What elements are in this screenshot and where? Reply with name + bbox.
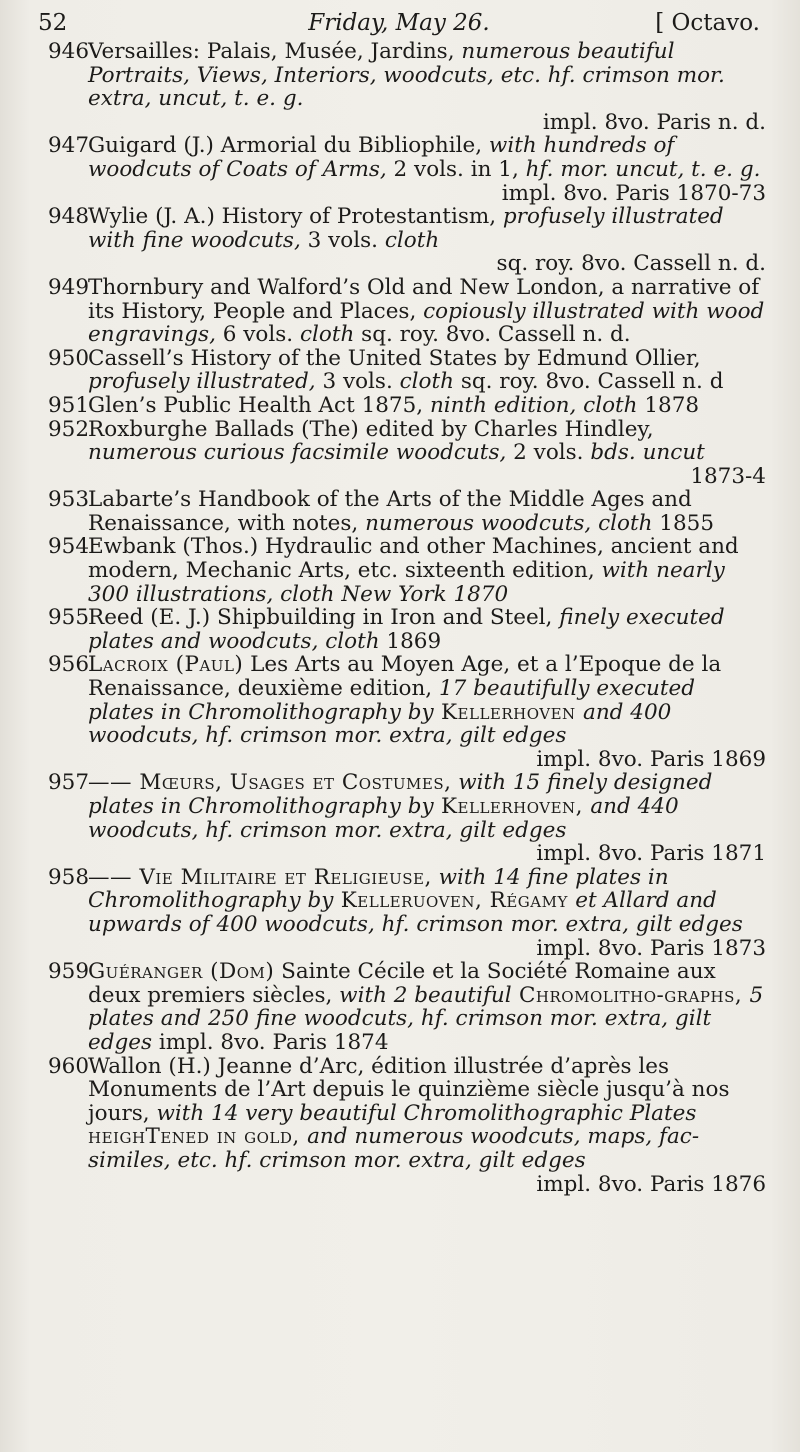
lot-entry <box>48 394 766 418</box>
lot-title: Old and New London, a narrative of its History, People and Places, <box>88 274 760 324</box>
lot-description: numerous beautiful Portraits, Views, Interiors, woodcuts, etc. hf. crimson mor. extra, uncut, t. e. g. <box>88 39 725 112</box>
lot-number: 957 <box>48 770 90 796</box>
lot-description: with 14 very beautiful Chromolithographic Plates <box>156 1100 697 1126</box>
lot-entry <box>48 606 766 653</box>
lot-author: —— Vie Militaire et Religieuse, <box>88 864 432 890</box>
lot-author: Wylie (J. A.) <box>88 204 215 230</box>
lot-author: Wallon (H.) <box>88 1053 211 1079</box>
lot-artist: Kellerhoven, <box>433 794 591 819</box>
lot-artist: Chromolitho-graphs, <box>511 982 750 1008</box>
lot-entry <box>48 276 766 347</box>
lot-title: Shipbuilding in Iron and Steel, <box>210 605 560 631</box>
page-header <box>38 8 760 38</box>
lot-description: numerous woodcuts, cloth <box>365 510 653 536</box>
lot-volumes: 3 vols. <box>315 369 400 395</box>
lot-imprint: impl. 8vo. Paris 1874 <box>152 1029 389 1055</box>
format-heading: [ Octavo. <box>655 10 760 36</box>
lot-number: 952 <box>48 416 90 442</box>
lot-imprint: sq. roy. 8vo. Cassell n. d. <box>496 251 766 277</box>
lot-description: numerous curious facsimile woodcuts, <box>88 440 507 466</box>
lot-description: finely executed plates and woodcuts, cloth <box>88 605 725 654</box>
lot-entry <box>48 653 766 771</box>
lot-title: Jeanne d’Arc, édition illustrée d’après les Monuments de l’Art depuis le quinzième siècle jusqu’à nos jours, <box>88 1053 730 1126</box>
lot-entry <box>48 40 766 134</box>
lot-entry <box>48 535 766 606</box>
lot-imprint: impl. 8vo. Paris 1871 <box>536 841 766 867</box>
lot-artist: Kelleruoven, Régamy <box>333 888 576 914</box>
lot-title: History of the United States by Edmund Ollier, <box>183 345 701 371</box>
lot-author: Glen’s <box>88 392 157 418</box>
lot-title: History of Protestantism, <box>214 204 503 230</box>
lot-imprint: impl. 8vo. Paris 1870-73 <box>501 180 766 206</box>
lot-author: Guéranger (Dom) <box>88 959 275 985</box>
lot-binding: et Allard and upwards of 400 woodcuts, hf. crimson mor. extra, gilt edges <box>88 888 743 937</box>
lot-entry <box>48 771 766 865</box>
lot-binding: and numerous woodcuts, maps, fac-similes, etc. hf. crimson mor. extra, gilt edges <box>88 1124 700 1173</box>
lot-author: Cassell’s <box>88 345 184 371</box>
lot-imprint: impl. 8vo. Paris 1873 <box>536 935 766 961</box>
lot-title: Handbook of the Arts of the Middle Ages and Renaissance, with notes, <box>88 487 692 536</box>
lot-title: Les Arts au Moyen Age, et a l’Epoque de la Renaissance, deuxième edition, <box>88 652 722 702</box>
lot-author: Roxburghe <box>88 416 208 442</box>
lot-author: Lacroix (Paul) <box>88 652 244 678</box>
lot-volumes: 2 vols. in 1, <box>386 156 526 182</box>
lot-description: ninth edition, cloth <box>429 392 638 418</box>
lot-number: 948 <box>48 204 90 230</box>
lot-entry <box>48 418 766 489</box>
lot-number: 954 <box>48 534 90 560</box>
lot-artist: heighTened in gold, <box>88 1124 308 1150</box>
lot-imprint: 1878 <box>637 392 700 418</box>
lot-binding: cloth <box>399 369 454 395</box>
lot-description: 17 beautifully executed plates in Chromolithography by <box>88 676 695 725</box>
lot-volumes: 2 vols. <box>506 440 591 466</box>
lot-title: Armorial du Bibliophile, <box>213 133 489 159</box>
lot-binding: and 400 woodcuts, hf. crimson mor. extra, gilt edges <box>88 699 672 749</box>
lot-entry <box>48 866 766 960</box>
lot-volumes: 6 vols. <box>215 322 300 348</box>
lot-imprint: 1855 <box>652 510 715 536</box>
lot-volumes: 3 vols. <box>300 227 385 253</box>
lot-entry <box>48 488 766 535</box>
lot-artist: Kellerhoven <box>433 699 584 725</box>
lot-imprint: sq. roy. 8vo. Cassell n. d. <box>354 322 631 348</box>
lot-description: profusely illustrated with fine woodcuts, <box>88 204 724 253</box>
lot-binding: 5 plates and 250 fine woodcuts, hf. crimson mor. extra, gilt edges <box>88 982 764 1055</box>
lot-imprint: 1869 <box>379 628 442 654</box>
lot-imprint: impl. 8vo. Paris 1876 <box>536 1171 766 1197</box>
lot-imprint: impl. 8vo. Paris n. d. <box>542 109 766 135</box>
lot-author: —— Mœurs, Usages et Costumes, <box>88 770 452 796</box>
lot-imprint: sq. roy. 8vo. Cassell n. d <box>454 369 724 395</box>
lot-entry <box>48 1055 766 1197</box>
lot-number: 958 <box>48 864 90 890</box>
lot-author: Thornbury and Walford’s <box>88 274 361 300</box>
lot-author: Guigard (J.) <box>88 133 214 159</box>
lot-list <box>48 40 766 1196</box>
lot-imprint: impl. 8vo. Paris 1869 <box>536 746 766 772</box>
lot-entry <box>48 960 766 1054</box>
lot-description: with nearly 300 illustrations, cloth <box>88 558 725 607</box>
lot-number: 951 <box>48 392 90 418</box>
sale-date: Friday, May 26. <box>308 10 490 36</box>
lot-binding: cloth <box>299 322 355 348</box>
lot-binding: and 440 woodcuts, hf. crimson mor. extra, gilt edges <box>88 794 679 843</box>
lot-number: 956 <box>48 652 90 678</box>
lot-number: 946 <box>48 39 90 64</box>
lot-number: 949 <box>48 274 90 300</box>
lot-description: with 15 finely designed plates in Chromolithography by <box>88 770 713 819</box>
lot-title: Public Health Act 1875, <box>156 392 430 418</box>
lot-title: Hydraulic and other Machines, ancient and modern, Mechanic Arts, etc. sixteenth edition, <box>88 534 739 584</box>
lot-title <box>432 865 439 890</box>
lot-number: 947 <box>48 133 90 159</box>
lot-binding: hf. mor. uncut, t. e. g. <box>525 156 761 182</box>
lot-number: 960 <box>48 1053 90 1079</box>
lot-number: 953 <box>48 487 90 513</box>
lot-author: Ewbank (Thos.) <box>88 534 259 560</box>
lot-description: with 14 fine plates in Chromolithography by <box>88 864 669 914</box>
lot-binding: cloth <box>384 227 440 253</box>
lot-author: Labarte’s <box>88 487 192 513</box>
lot-entry <box>48 205 766 276</box>
lot-author: Versailles: <box>88 39 201 64</box>
lot-description: with hundreds of woodcuts of Coats of Arms, <box>88 133 675 182</box>
lot-description: copiously illustrated with wood engravings, <box>88 298 765 348</box>
lot-binding: bds. uncut <box>590 440 705 466</box>
lot-title: Palais, Musée, Jardins, <box>200 39 462 64</box>
lot-number: 955 <box>48 605 90 631</box>
lot-number: 959 <box>48 959 90 985</box>
lot-imprint: New York 1870 <box>334 581 509 607</box>
page-number: 52 <box>38 10 68 36</box>
lot-title: Sainte Cécile et la Société Romaine aux deux premiers siècles, <box>88 959 716 1008</box>
lot-title: Ballads (The) edited by Charles Hindley, <box>207 416 654 442</box>
lot-description: profusely illustrated, <box>88 369 316 395</box>
lot-imprint: 1873-4 <box>690 463 766 489</box>
lot-description: with 2 beautiful <box>339 982 512 1008</box>
lot-number: 950 <box>48 345 90 371</box>
lot-author: Reed (E. J.) <box>88 605 211 631</box>
lot-entry <box>48 134 766 205</box>
lot-entry <box>48 347 766 394</box>
